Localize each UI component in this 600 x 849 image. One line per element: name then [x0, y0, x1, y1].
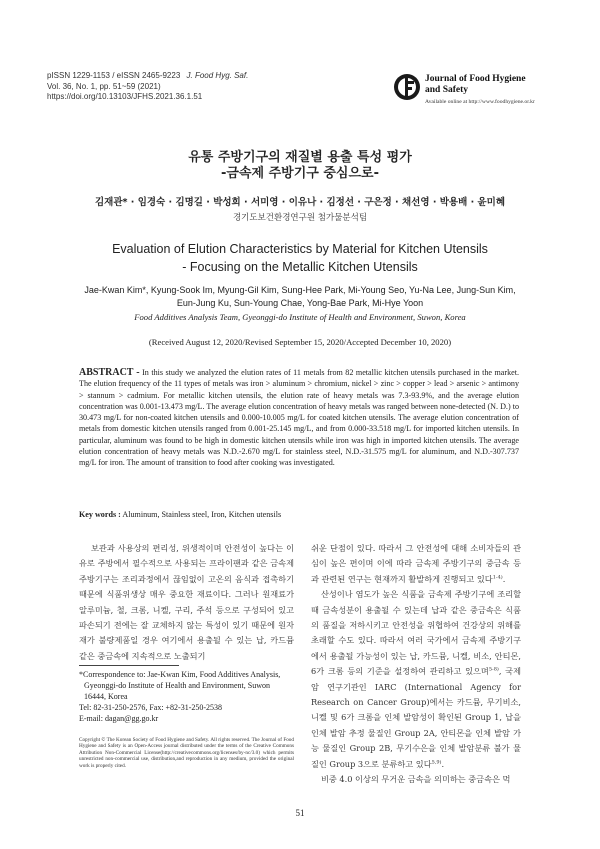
issn-line: pISSN 1229-1153 / eISSN 2465-9223	[47, 71, 181, 80]
copyright-notice: Copyright © The Korean Society of Food Hygiene and Safety. All rights reserved. The Journal of Food Hygiene and Safety is an Open-Access journal distributed under the terms of the Creative Commons Attribution Non-Commercial License(http://creativecommons.org/licenses/by-nc/3.0) which permits unrestricted non-commercial use, distribution,and reproduction in any medium, provided the original work is properly cited.	[79, 737, 294, 769]
body-right-column	[311, 541, 521, 788]
footnote-line: Gyeonggi-do Institute of Health and Environment, Suwon	[84, 681, 270, 690]
korean-affiliation: 경기도보건환경연구원 첨가물분석팀	[232, 213, 368, 223]
body-paragraph-1-text: 쉬운 단점이 있다. 따라서 그 안전성에 대해 소비자들의 관심이 높은 편이며 이에 따라 금속제 주방기구의 중금속 등과 관련된 연구는 현재까지 활발하게 진행되고 있다	[311, 543, 521, 584]
footnote-divider	[79, 665, 179, 666]
english-authors-line2: Eun-Jung Ku, Sun-Young Chae, Yong-Bae Park, Mi-Hye Yoon	[176, 298, 424, 308]
issn-row	[47, 71, 248, 82]
korean-authors: 김재관* · 임경숙 · 김명길 · 박성희 · 서미영 · 이유나 · 김정선 · 구은정 · 채선영 · 박용배 · 윤미혜	[94, 197, 506, 208]
body-paragraph-2b-text: , 국제 암 연구기관인 IARC (International Agency for Research on Cancer Group)에서는 카드뮴, 무기비소, 니켈 및 6가 크롬을 인체 발암성이 확인된 Group 1, 납을 인체 발암 추정 물질인 Group 2A, 안티몬을 인체 발암 가능 물질인 Group 2B, 무기수은을 인체 발암분류 불가 물질인 Group 3으로 분류하고 있다	[311, 666, 521, 769]
body-paragraph-2-text: 산성이나 염도가 높은 식품을 금속제 주방기구에 조리할 때 금속성분이 용출될 수 있는데 납과 같은 중금속은 식품의 품질을 저하시키고 안전성을 위협하여 건강상의 위해를 초래할 수도 있다. 따라서 여러 국가에서 금속제 주방기구에서 용출될 가능성이 있는 납, 카드뮴, 니켈, 비소, 안티몬, 6가 크롬 등의 기준을 설정하여 관리하고 있으며	[311, 589, 521, 677]
page-number: 51	[295, 808, 305, 818]
journal-name-line2: and Safety	[425, 85, 469, 95]
body-paragraph-2: 산성이나 염도가 높은 식품을 금속제 주방기구에 조리할 때 금속성분이 용출될 수 있는데 납과 같은 중금속은 식품의 품질을 저하시키고 안전성을 위협하여 건강상의 위해를 초래할 수도 있다. 따라서 여러 국가에서 금속제 주방기구에서 용출될 가능성이 있는 납, 카드뮴, 니켈, 비소, 안티몬, 6가 크롬 등의 기준을 설정하여 관리하고 있으며$^{5-8)}$, 국제 암 연구기관인 IARC (International Agency for Research on Cancer Group)에서는 카드뮴, 무기비소, 니켈 및 6가 크롬을 인체 발암성이 확인된 Group 1, 납을 인체 발암 추정 물질인 Group 2A, 안티몬을 인체 발암 가능 물질인 Group 2B, 무기수은을 인체 발암분류 불가 물질인 Group 3으로 분류하고 있다$^{5,9)}$.	[311, 589, 521, 769]
journal-brand	[393, 71, 553, 111]
correspondence-footnote	[79, 669, 294, 724]
keywords-text: Aluminum, Stainless steel, Iron, Kitchen utensils	[120, 510, 282, 519]
body-paragraph-1: 쉬운 단점이 있다. 따라서 그 안전성에 대해 소비자들의 관심이 높은 편이며 이에 따라 금속제 주방기구의 중금속 등과 관련된 연구는 현재까지 활발하게 진행되고 있다$^{1-4)}$.	[311, 543, 521, 584]
reference-marker: 1-4)	[492, 574, 503, 581]
abstract-text: In this study we analyzed the elution rates of 11 metals from 82 metallic kitchen utensils purchased in the market. The elution frequency of the 11 types of metals was iron > aluminum > chromium, nickel > zinc > copper > lead > arsenic > antimony > stannum > cadmium. For metallic kitchen utensils, the elution rate of heavy metals was 7.3-93.9%, and the average elution concentration was 0.001-13.473 mg/L. The average elution concentration of heavy metals was ranged between none-detected (N. D.) to 30.473 mg/L for non-coated kitchen utensils and 0.000-10.005 mg/L for coated kitchen utensils. The average elution concentration of metals from domestic kitchen utensils ranged from 0.001-25.145 mg/L, and from 0.000-33.518 mg/L for imported kitchen utensils. In particular, aluminum was found to be high in domestic kitchen utensils while iron was high in imported kitchen utensils. The average elution concentration of heavy metals was N.D.-2.670 mg/L for stainless steel, N.D.-31.575 mg/L for aluminum, and N.D.-307.737 mg/L for iron. The amount of transition to food after cooking was investigated.	[79, 368, 520, 468]
reference-marker: 5,9)	[431, 758, 442, 765]
english-title-line2: - Focusing on the Metallic Kitchen Utensils	[182, 260, 418, 274]
footnote-line: 16444, Korea	[84, 692, 128, 701]
received-dates: (Received August 12, 2020/Revised September 15, 2020/Accepted December 10, 2020)	[148, 337, 452, 347]
citation-meta	[47, 71, 248, 103]
reference-marker: 5-8)	[488, 666, 499, 673]
english-authors-line1: Jae-Kwan Kim*, Kyung-Sook Im, Myung-Gil Kim, Sung-Hee Park, Mi-Young Seo, Yu-Na Lee, Jung-Sun Kim,	[84, 285, 516, 295]
keywords	[79, 510, 519, 519]
footnote-line: *Correspondence to: Jae-Kwan Kim, Food Additives Analysis,	[79, 670, 281, 679]
volume-line: Vol. 36, No. 1, pp. 51~59 (2021)	[47, 81, 161, 91]
page-header	[47, 71, 553, 111]
body-left-column: 보관과 사용상의 편리성, 위생적이며 안전성이 높다는 이유로 주방에서 필수적으로 사용되는 프라이팬과 같은 금속제 주방기구는 조리과정에서 끊임없이 고온의 음식과 접촉하기 때문에 식품위생상 매우 중요한 재료이다. 그러나 원재료가 알루미늄, 철, 크롬, 니켈, 구리, 주석 등으로 구성되어 있고 파손되기 전에는 잘 교체하지 않는 특성이 있기 때문에 원자재가 불량제품일 경우 여기에서 용출될 수 있는 납, 카드뮴 같은 중금속에 지속적으로 노출되기	[79, 543, 294, 661]
journal-name-line1: Journal of Food Hygiene	[425, 74, 526, 84]
journal-url: Available online at http://www.foodhygiene.or.kr	[425, 99, 535, 105]
journal-abbrev: J. Food Hyg. Saf.	[186, 71, 249, 80]
english-title	[0, 240, 600, 276]
korean-title	[0, 150, 600, 182]
english-title-line1: Evaluation of Elution Characteristics by Material for Kitchen Utensils	[112, 242, 488, 256]
body-paragraph-3: 비중 4.0 이상의 무거운 금속을 의미하는 중금속은 먹	[321, 774, 511, 785]
korean-title-line2: -금속제 주방기구 중심으로-	[221, 166, 379, 181]
footnote-phone: Tel: 82-31-250-2576, Fax: +82-31-250-2538	[79, 703, 223, 712]
korean-title-line1: 유통 주방기구의 재질별 용출 특성 평가	[188, 150, 412, 165]
footnote-email[interactable]: E-mail: dagan@gg.go.kr	[79, 714, 159, 723]
abstract-label: ABSTRACT -	[79, 367, 140, 378]
journal-name	[425, 74, 526, 96]
keywords-label: Key words :	[79, 510, 121, 519]
english-authors	[0, 284, 600, 310]
doi-line: https://doi.org/10.13103/JFHS.2021.36.1.51	[47, 92, 203, 101]
abstract	[79, 367, 519, 469]
english-affiliation: Food Additives Analysis Team, Gyeonggi-do Institute of Health and Environment, Suwon, Korea	[134, 312, 466, 322]
journal-logo-icon	[393, 73, 421, 101]
